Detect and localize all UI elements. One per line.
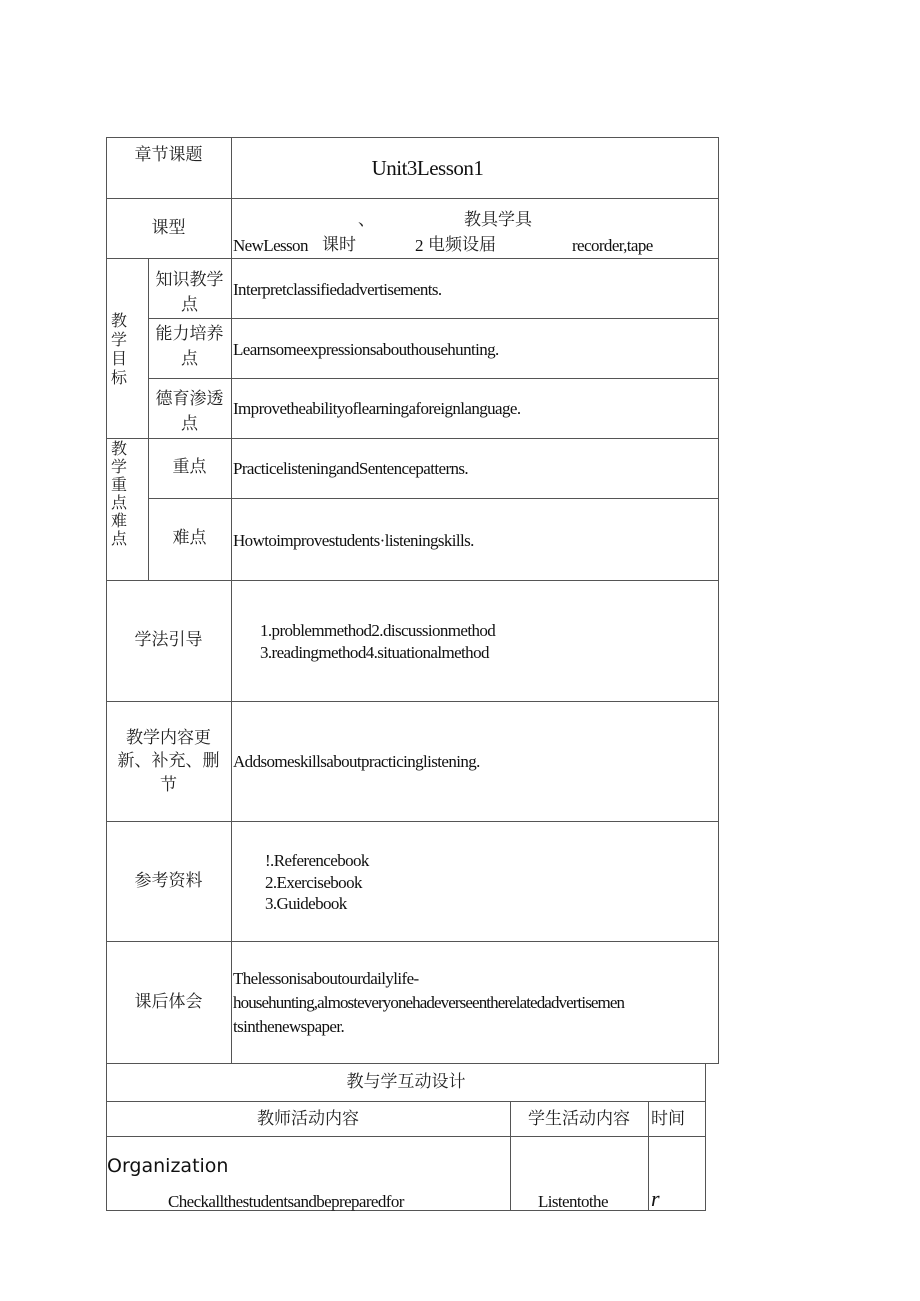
moral-point-value: Improvetheabilityoflearningaforeignlanguage.: [233, 399, 521, 418]
knowledge-point-value: Interpretclassifiedadvertisements.: [233, 280, 442, 299]
reflection-label: 课后体会: [134, 992, 203, 1012]
references-label: 参考资料: [134, 871, 203, 891]
key-point-value: PracticelisteningandSentencepatterns.: [233, 459, 469, 478]
difficult-point-label: 难点: [172, 528, 207, 548]
teacher-activity-text: Checkallthestudentsandbepreparedfor: [168, 1192, 404, 1211]
content-update-label-3: 节: [160, 775, 177, 795]
ability-point-value: Learnsomeexpressionsabouthousehunting.: [233, 340, 499, 359]
objectives-group-label: 教学目标: [110, 311, 127, 387]
equipment-value: recorder,tape: [572, 236, 653, 255]
key-point-label: 重点: [172, 457, 207, 477]
references-line-3: 3.Guidebook: [265, 894, 347, 913]
references-line-1: !.Referencebook: [265, 851, 369, 870]
hours-value: 2: [415, 236, 423, 255]
reflection-line-3: tsinthenewspaper.: [233, 1017, 345, 1036]
organization-heading: Organization: [107, 1155, 229, 1177]
reflection-line-1: Thelessonisaboutourdailylife-: [233, 969, 419, 988]
methods-line-2: 3.readingmethod4.situationalmethod: [260, 643, 489, 662]
lesson-type-label: 课型: [151, 218, 186, 238]
ability-point-label: 能力培养点: [155, 324, 224, 369]
moral-point-label: 德育渗透点: [155, 389, 224, 434]
time-header: 时间: [651, 1109, 685, 1129]
student-activity-text: Listentothe: [538, 1192, 608, 1211]
content-update-label-2: 新、补充、删: [117, 751, 220, 771]
chapter-title: Unit3Lesson1: [371, 156, 484, 180]
equipment-label: 电频设届: [428, 235, 496, 255]
methods-label: 学法引导: [134, 630, 203, 650]
methods-line-1: 1.problemmethod2.discussionmethod: [260, 621, 496, 640]
hours-label: 课时: [322, 235, 356, 255]
key-points-group-label: 教学重点难点: [110, 439, 127, 548]
student-activity-header: 学生活动内容: [528, 1109, 630, 1129]
difficult-point-value: Howtoimprovestudents·listeningskills.: [233, 531, 474, 550]
teacher-activity-header: 教师活动内容: [257, 1109, 359, 1129]
content-update-value: Addsomeskillsaboutpracticinglistening.: [233, 752, 480, 771]
interaction-title: 教与学互动设计: [346, 1072, 466, 1092]
knowledge-point-label: 知识教学点: [155, 270, 224, 315]
teaching-aids-label: 教具学具: [464, 210, 532, 230]
comma-mark: 、: [358, 210, 375, 230]
chapter-label: 章节课题: [134, 145, 203, 165]
lesson-type-value: NewLesson: [233, 236, 308, 255]
content-update-label-1: 教学内容更: [126, 728, 211, 748]
references-line-2: 2.Exercisebook: [265, 873, 362, 892]
time-value: r: [651, 1186, 659, 1211]
reflection-line-2: househunting,almosteveryonehadeverseentherelatedadvertisemen: [233, 993, 625, 1012]
